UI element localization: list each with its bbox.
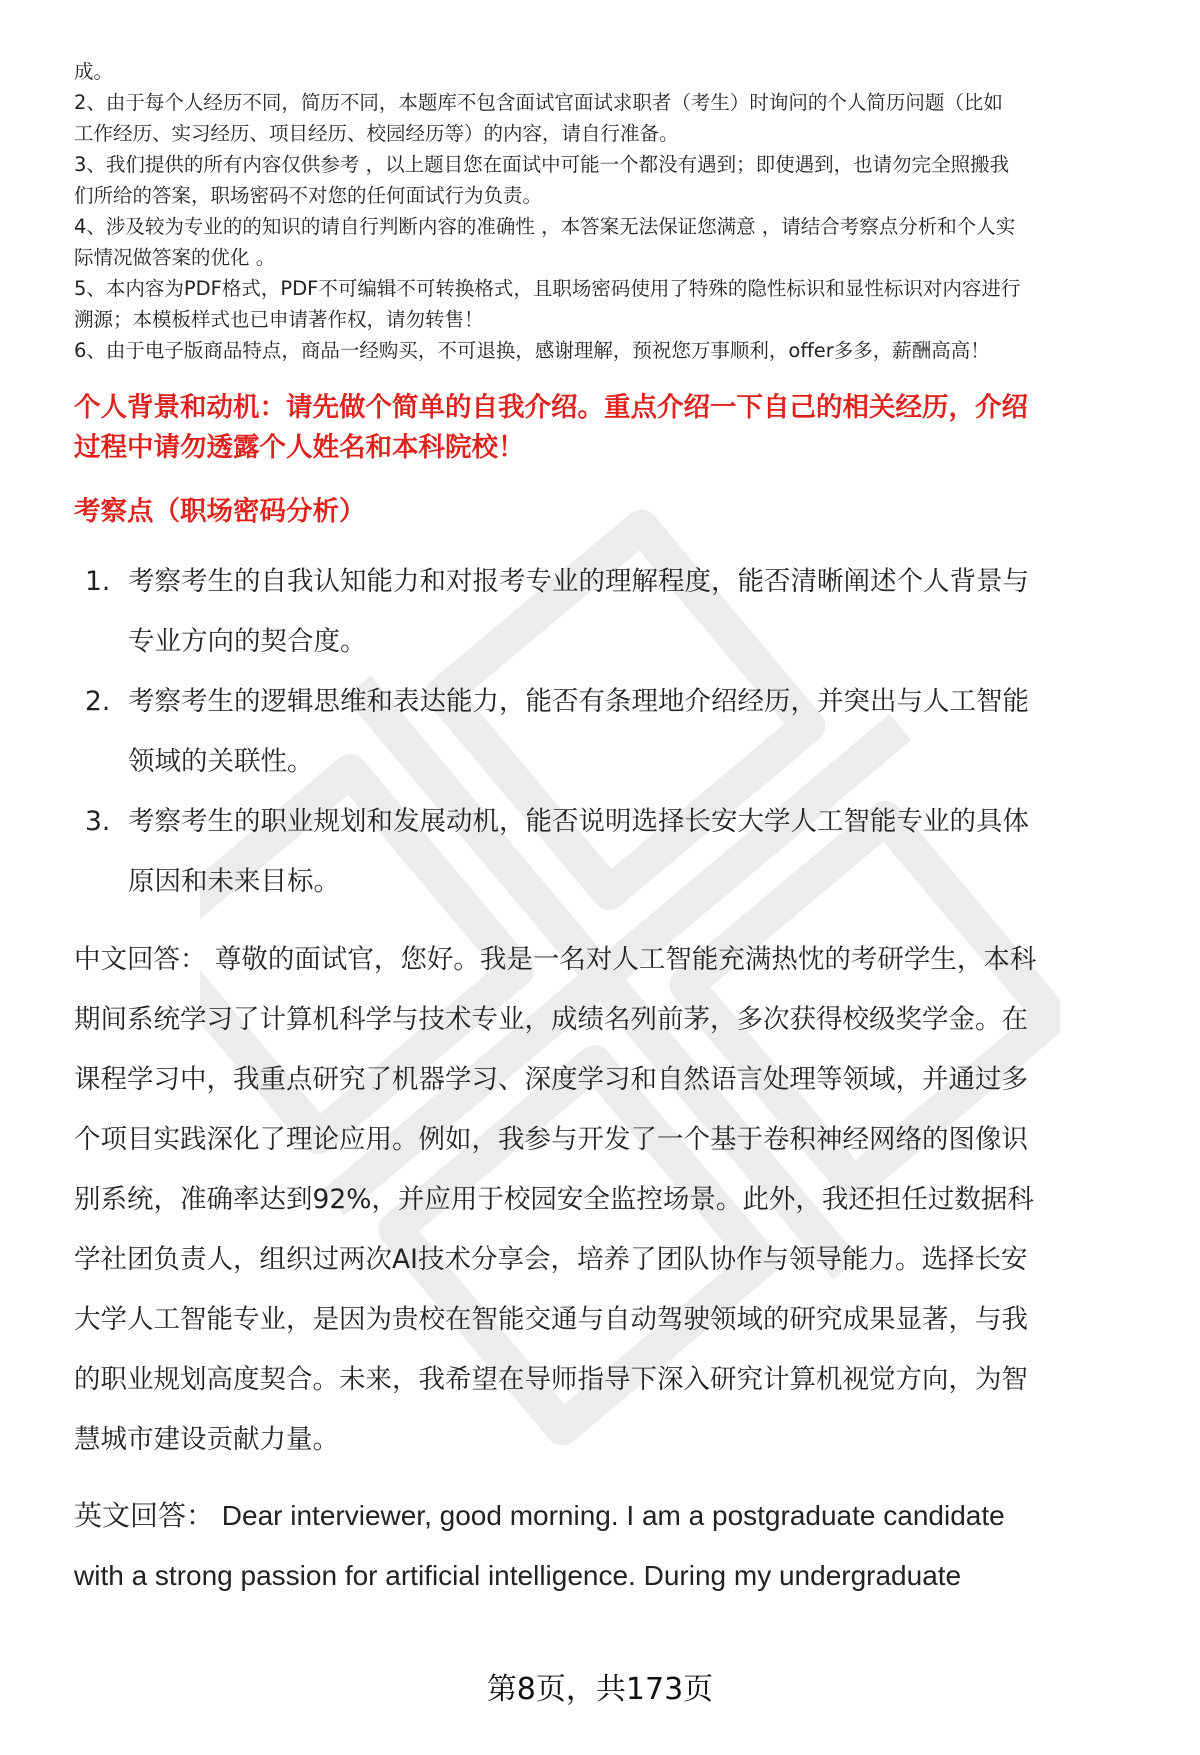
answer-line: with a strong passion for artificial intelligence. During my undergraduate <box>74 1560 962 1591</box>
answer-line: 大学人工智能专业，是因为贵校在智能交通与自动驾驶领域的研究成果显著，与我 <box>74 1304 1028 1335</box>
analysis-title: 考察点（职场密码分析） <box>74 496 366 527</box>
note-line: 5、本内容为PDF格式，PDF不可编辑不可转换格式，且职场密码使用了特殊的隐性标识和显性标识对内容进行 <box>74 277 1021 300</box>
question-line: 个人背景和动机：请先做个简单的自我介绍。重点介绍一下自己的相关经历，介绍 <box>74 392 1028 423</box>
question-line: 过程中请勿透露个人姓名和本科院校！ <box>74 432 525 463</box>
page-content <box>74 56 1154 1606</box>
note-line: 们所给的答案，职场密码不对您的任何面试行为负责。 <box>74 184 543 207</box>
analysis-list <box>74 552 1154 912</box>
answer-line: 个项目实践深化了理论应用。例如，我参与开发了一个基于卷积神经网络的图像识 <box>74 1124 1028 1155</box>
answer-line: 中文回答： 尊敬的面试官，您好。我是一名对人工智能充满热忱的考研学生，本科 <box>74 944 1037 975</box>
answer-line: 英文回答： Dear interviewer, good morning. I am a postgraduate candidate <box>74 1500 1005 1531</box>
answer-line: 别系统，准确率达到92%，并应用于校园安全监控场景。此外，我还担任过数据科 <box>74 1184 1034 1215</box>
analysis-item-line: 领域的关联性。 <box>128 746 314 777</box>
analysis-item-number: 3. <box>85 806 111 837</box>
analysis-item <box>74 792 1154 912</box>
note-line: 成。 <box>74 60 114 83</box>
answer-line: 课程学习中，我重点研究了机器学习、深度学习和自然语言处理等领域，并通过多 <box>74 1064 1028 1095</box>
analysis-section <box>74 492 1154 912</box>
note-line: 4、涉及较为专业的的知识的请自行判断内容的准确性 ，本答案无法保证您满意 ，请结合考察点分析和个人实 <box>74 215 1016 238</box>
answer-line: 慧城市建设贡献力量。 <box>74 1424 339 1455</box>
answer-line: 期间系统学习了计算机科学与技术专业，成绩名列前茅，多次获得校级奖学金。在 <box>74 1004 1028 1035</box>
chinese-answer <box>74 930 1154 1470</box>
analysis-item-line: 专业方向的契合度。 <box>128 626 367 657</box>
analysis-item-line: 考察考生的自我认知能力和对报考专业的理解程度，能否清晰阐述个人背景与 <box>128 566 1029 597</box>
analysis-item <box>74 552 1154 672</box>
note-line: 3、我们提供的所有内容仅供参考 ，以上题目您在面试中可能一个都没有遇到；即使遇到，也请勿完全照搬我 <box>74 153 1010 176</box>
note-line: 2、由于每个人经历不同，简历不同，本题库不包含面试官面试求职者（考生）时询问的个人简历问题（比如 <box>74 91 1003 114</box>
analysis-item <box>74 672 1154 792</box>
note-line: 工作经历、实习经历、项目经历、校园经历等）的内容，请自行准备。 <box>74 122 679 145</box>
note-line: 溯源；本模板样式也已申请著作权，请勿转售！ <box>74 308 484 331</box>
answer-line: 学社团负责人，组织过两次AI技术分享会，培养了团队协作与领导能力。选择长安 <box>74 1244 1028 1275</box>
answer-line: 的职业规划高度契合。未来，我希望在导师指导下深入研究计算机视觉方向，为智 <box>74 1364 1028 1395</box>
note-line: 6、由于电子版商品特点，商品一经购买，不可退换，感谢理解，预祝您万事顺利，offer多多，薪酬高高！ <box>74 339 990 362</box>
note-line: 际情况做答案的优化 。 <box>74 246 276 269</box>
page-number-footer: 第8页，共173页 <box>486 1672 714 1707</box>
analysis-item-line: 原因和未来目标。 <box>128 866 340 897</box>
analysis-item-line: 考察考生的职业规划和发展动机，能否说明选择长安大学人工智能专业的具体 <box>128 806 1029 837</box>
english-answer <box>74 1486 1154 1606</box>
question-heading <box>74 388 1154 468</box>
analysis-item-line: 考察考生的逻辑思维和表达能力，能否有条理地介绍经历，并突出与人工智能 <box>128 686 1029 717</box>
notes-block <box>74 56 1154 366</box>
analysis-item-number: 2. <box>85 686 111 717</box>
analysis-item-number: 1. <box>85 566 111 597</box>
